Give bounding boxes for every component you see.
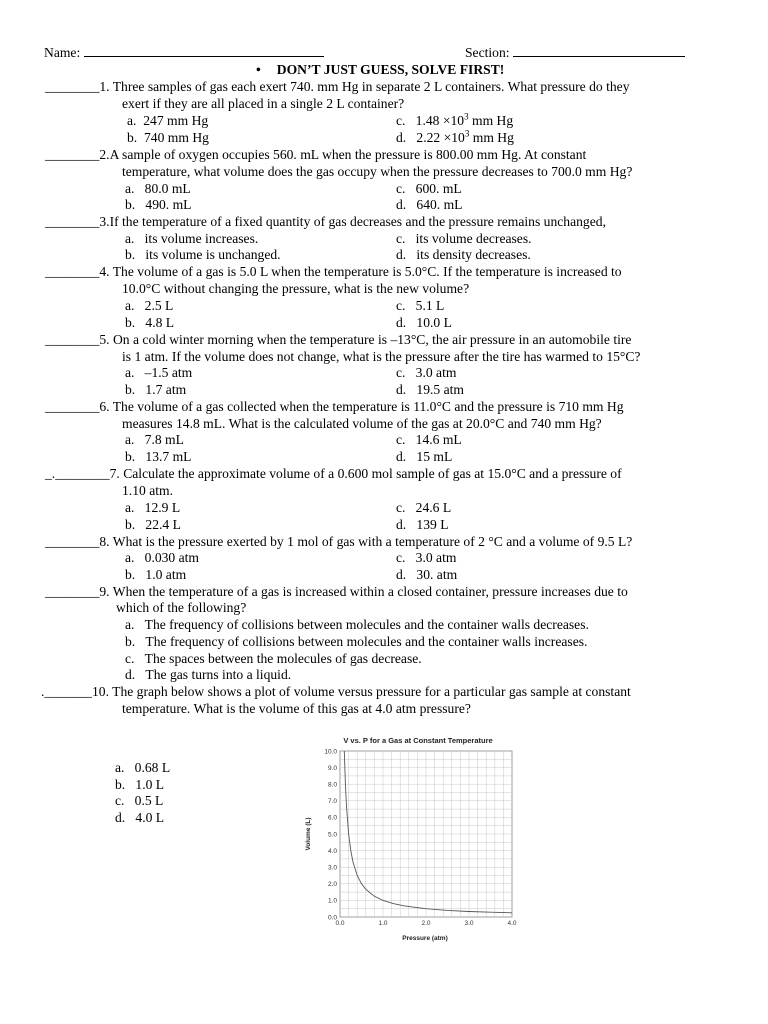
question-text: A sample of oxygen occupies 560. mL when the pressure is 800.00 mm Hg. At constant (109, 147, 587, 162)
choice-c[interactable]: c. The spaces between the molecules of gas decrease. (125, 651, 422, 666)
question-text-cont: temperature. What is the volume of this gas at 4.0 atm pressure? (122, 701, 471, 716)
choice-d[interactable]: d. 4.0 L (115, 810, 165, 825)
choice-d[interactable]: d. The gas turns into a liquid. (125, 667, 292, 682)
answer-blank[interactable]: ________ (45, 332, 100, 347)
question-number: 10. (91, 684, 109, 699)
chart-grid (340, 751, 512, 917)
choice-a[interactable]: a. its volume increases. (125, 231, 259, 246)
answer-blank[interactable]: ________ (45, 147, 100, 162)
question-number: 2. (99, 147, 110, 162)
choice-c[interactable]: c. 14.6 mL (396, 432, 462, 447)
choice-d[interactable]: d. $2.22 \times 10^3$ mm Hg (396, 128, 514, 145)
choice-d[interactable]: d. 640. mL (396, 197, 463, 212)
question-text-cont: exert if they are all placed in a single 2 L container? (122, 96, 405, 111)
question-6 (45, 399, 624, 415)
answer-blank[interactable]: ________ (45, 264, 100, 279)
answer-blank[interactable]: ._______ (41, 684, 92, 699)
choice-c[interactable]: c. 3.0 atm (396, 365, 457, 380)
question-7 (45, 466, 622, 482)
question-number: 9. (99, 584, 110, 599)
question-text: On a cold winter morning when the temperature is –13°C, the air pressure in an automobile tire (112, 332, 632, 347)
question-number: 7. (109, 466, 120, 481)
choice-d[interactable]: d. its density decreases. (396, 247, 531, 262)
y-tick-label: 1.0 (327, 897, 337, 905)
question-number: 4. (99, 264, 110, 279)
choice-a[interactable]: a. 12.9 L (125, 500, 181, 515)
choice-c[interactable]: c. 5.1 L (396, 298, 445, 313)
question-text-cont: is 1 atm. If the volume does not change, what is the pressure after the tire has warmed to 15°C? (122, 349, 641, 364)
question-3 (45, 214, 606, 230)
choice-a[interactable]: a. 0.030 atm (125, 550, 200, 565)
name-label: Name: (44, 45, 81, 60)
section-blank[interactable] (513, 44, 685, 57)
answer-blank[interactable]: ________ (45, 399, 100, 414)
question-text: The graph below shows a plot of volume versus pressure for a particular gas sample at constant (112, 684, 631, 699)
y-tick-label: 3.0 (327, 864, 337, 872)
x-axis-label: Pressure (atm) (402, 935, 448, 942)
y-tick-label: 2.0 (327, 881, 337, 889)
choice-b[interactable]: b. 1.0 atm (125, 567, 187, 582)
chart-svg (296, 728, 526, 948)
x-tick-label: 0.0 (335, 920, 345, 927)
choice-b[interactable]: b. 740 mm Hg (127, 130, 209, 145)
y-axis-label: Volume (L) (305, 817, 312, 851)
question-text-cont: 10.0°C without changing the pressure, what is the new volume? (122, 281, 470, 296)
choice-b[interactable]: b. 1.0 L (115, 777, 165, 792)
y-tick-label: 10.0 (324, 748, 337, 756)
choice-c[interactable]: c. $1.48 \times 10^3$ mm Hg (396, 111, 514, 128)
choice-a[interactable]: a. –1.5 atm (125, 365, 193, 380)
name-row (44, 44, 324, 61)
chart-title: V vs. P for a Gas at Constant Temperature (343, 736, 493, 745)
choice-a[interactable]: a. 7.8 mL (125, 432, 184, 447)
question-4 (45, 264, 622, 280)
y-tick-label: 4.0 (327, 847, 337, 855)
question-text-cont: temperature, what volume does the gas occupy when the pressure decreases to 700.0 mm Hg? (122, 164, 633, 179)
y-tick-label: 6.0 (327, 814, 337, 822)
answer-blank[interactable]: ________ (45, 214, 100, 229)
choice-c[interactable]: c. 600. mL (396, 181, 462, 196)
question-2 (45, 147, 586, 163)
answer-blank[interactable]: _.________ (45, 466, 110, 481)
volume-pressure-chart (296, 728, 526, 948)
question-5 (45, 332, 631, 348)
x-tick-label: 3.0 (464, 920, 474, 927)
question-1 (45, 79, 630, 95)
question-8 (45, 534, 632, 550)
question-9 (45, 584, 628, 600)
question-number: 6. (99, 399, 110, 414)
choice-b[interactable]: b. The frequency of collisions between molecules and the container walls increases. (125, 634, 588, 649)
choice-d[interactable]: d. 10.0 L (396, 315, 452, 330)
choice-d[interactable]: d. 19.5 atm (396, 382, 464, 397)
question-text: Three samples of gas each exert 740. mm Hg in separate 2 L containers. What pressure do they (112, 79, 630, 94)
bullet: • (256, 62, 261, 77)
x-tick-label: 2.0 (421, 920, 431, 927)
section-label: Section: (465, 45, 510, 60)
question-text: If the temperature of a fixed quantity of gas decreases and the pressure remains unchanged, (109, 214, 606, 229)
choice-a[interactable]: a. 0.68 L (115, 760, 171, 775)
y-tick-label: 9.0 (327, 764, 337, 772)
y-tick-label: 8.0 (327, 781, 337, 789)
choice-b[interactable]: b. 22.4 L (125, 517, 181, 532)
x-tick-label: 1.0 (378, 920, 388, 927)
choice-b[interactable]: b. 4.8 L (125, 315, 175, 330)
section-row (465, 44, 685, 61)
question-text: When the temperature of a gas is increased within a closed container, pressure increases due to (112, 584, 628, 599)
instruction-row (256, 62, 504, 78)
choice-b[interactable]: b. 490. mL (125, 197, 192, 212)
choice-c[interactable]: c. 0.5 L (115, 793, 164, 808)
choice-b[interactable]: b. its volume is unchanged. (125, 247, 281, 262)
choice-d[interactable]: d. 15 mL (396, 449, 453, 464)
choice-b[interactable]: b. 1.7 atm (125, 382, 187, 397)
question-text: What is the pressure exerted by 1 mol of gas with a temperature of 2 °C and a volume of 9.5 L? (112, 534, 633, 549)
choice-c[interactable]: c. 3.0 atm (396, 550, 457, 565)
question-text-cont: 1.10 atm. (122, 483, 173, 498)
question-number: 1. (99, 79, 110, 94)
question-number: 3. (99, 214, 110, 229)
question-text: The volume of a gas collected when the temperature is 11.0°C and the pressure is 710 mm Hg (112, 399, 624, 414)
answer-blank[interactable]: ________ (45, 584, 100, 599)
choice-a[interactable]: a. The frequency of collisions between molecules and the container walls decreases. (125, 617, 589, 632)
question-text: Calculate the approximate volume of a 0.600 mol sample of gas at 15.0°C and a pressure of (123, 466, 622, 481)
y-tick-label: 0.0 (327, 914, 337, 922)
choice-a[interactable]: a. 2.5 L (125, 298, 174, 313)
name-blank[interactable] (84, 44, 324, 57)
y-tick-label: 5.0 (327, 831, 337, 839)
choice-a[interactable]: a. 80.0 mL (125, 181, 191, 196)
question-text: The volume of a gas is 5.0 L when the temperature is 5.0°C. If the temperature is increased to (112, 264, 622, 279)
instruction-text: DON’T JUST GUESS, SOLVE FIRST! (276, 62, 505, 77)
question-number: 5. (99, 332, 110, 347)
question-10 (41, 684, 631, 700)
question-text-cont: which of the following? (116, 600, 247, 615)
question-number: 8. (99, 534, 110, 549)
answer-blank[interactable]: ________ (45, 79, 100, 94)
choice-c[interactable]: c. its volume decreases. (396, 231, 532, 246)
choice-c[interactable]: c. 24.6 L (396, 500, 452, 515)
x-tick-label: 4.0 (507, 920, 517, 927)
answer-blank[interactable]: ________ (45, 534, 100, 549)
y-tick-label: 7.0 (327, 798, 337, 806)
choice-d[interactable]: d. 30. atm (396, 567, 458, 582)
choice-d[interactable]: d. 139 L (396, 517, 449, 532)
question-text-cont: measures 14.8 mL. What is the calculated volume of the gas at 20.0°C and 740 mm Hg? (122, 416, 602, 431)
choice-b[interactable]: b. 13.7 mL (125, 449, 192, 464)
choice-a[interactable]: a. 247 mm Hg (127, 113, 209, 128)
